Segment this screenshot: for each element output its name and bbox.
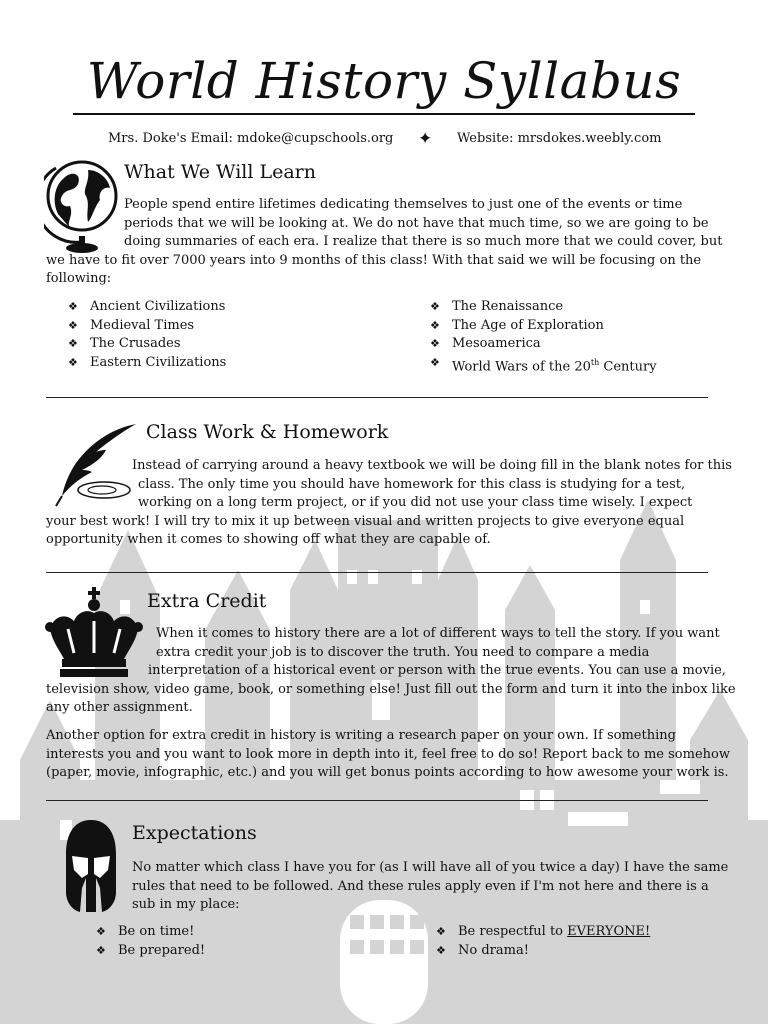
list-item: ❖ No drama! <box>436 942 650 961</box>
section-divider <box>46 800 708 801</box>
crown-icon <box>44 585 144 679</box>
list-item: ❖ The Age of Exploration <box>430 317 657 336</box>
section-heading-extra-credit: Extra Credit <box>147 590 267 612</box>
list-item: ❖ The Renaissance <box>430 298 657 317</box>
extra-credit-paragraph-1: When it comes to history there are a lot of different ways to tell the story. If you want extra credit your job is to discover the truth. You need to compare a media interpretation of a historical event or person with the true events. You can use a movie, <box>148 626 726 678</box>
spartan-helmet-icon <box>62 818 120 914</box>
classwork-paragraph: Instead of carrying around a heavy textbook we will be doing fill in the blank notes for this class. The only time you should have homework for this class is studying for a test, working on a long term project, or if you did not use your class time wisely. I expect <box>132 458 732 510</box>
list-item: ❖ Be on time! <box>96 923 205 942</box>
teacher-website: Website: mrsdokes.weebly.com <box>457 131 662 146</box>
list-item: ❖ Eastern Civilizations <box>68 354 226 373</box>
section-heading-expectations: Expectations <box>132 822 257 844</box>
title-underline <box>73 113 695 115</box>
learn-paragraph: People spend entire lifetimes dedicating themselves to just one of the events or time periods that we will be looking at. We do not have that much time, so we are going to be doing summaries of each era. I realize that there is so much more that we could cover, but <box>124 197 723 249</box>
section-heading-learn: What We Will Learn <box>124 161 317 183</box>
section-divider <box>46 572 708 573</box>
learn-paragraph-continued: we have to fit over 7000 years into 9 months of this class! With that said we will be focusing on the following: <box>46 252 702 286</box>
list-item: ❖ Be prepared! <box>96 942 205 961</box>
list-item: ❖ Medieval Times <box>68 317 226 336</box>
list-item: ❖ The Crusades <box>68 335 226 354</box>
section-divider <box>46 397 708 398</box>
rules-list-right <box>436 923 650 960</box>
topics-list-left <box>68 298 226 372</box>
globe-icon <box>44 156 120 254</box>
expectations-paragraph: No matter which class I have you for (as I will have all of you twice a day) I have the same rules that need to be followed. And these rules apply even if I'm not here and there is a sub in my place: <box>132 860 729 912</box>
list-item: ❖ World Wars of the 20th Century <box>430 354 657 377</box>
extra-credit-paragraph-2: Another option for extra credit in history is writing a research paper on your own. If something interests you and you want to look more in depth into it, feel free to do so! Report back to me somehow (paper, movie, infographic, etc.) and you will get bonus points according to how awesome your work is. <box>46 728 730 780</box>
teacher-email: Mrs. Doke's Email: mdoke@cupschools.org <box>108 131 394 146</box>
extra-credit-paragraph-1-continued: television show, video game, book, or something else! Just fill out the form and turn it into the inbox like any other assignment. <box>46 681 736 715</box>
four-point-star-icon: ✦ <box>418 129 433 149</box>
quill-pen-icon <box>44 420 140 510</box>
rules-list-left <box>96 923 205 960</box>
list-item: ❖ Mesoamerica <box>430 335 657 354</box>
topics-list-right <box>430 298 657 376</box>
page-title: World History Syllabus <box>86 52 682 110</box>
classwork-paragraph-continued: your best work! I will try to mix it up between visual and written projects to give everyone equal opportunity when it comes to showing off what they are capable of. <box>46 513 685 547</box>
section-heading-classwork: Class Work & Homework <box>146 421 389 443</box>
list-item: ❖ Be respectful to EVERYONE! <box>436 923 650 942</box>
list-item: ❖ Ancient Civilizations <box>68 298 226 317</box>
